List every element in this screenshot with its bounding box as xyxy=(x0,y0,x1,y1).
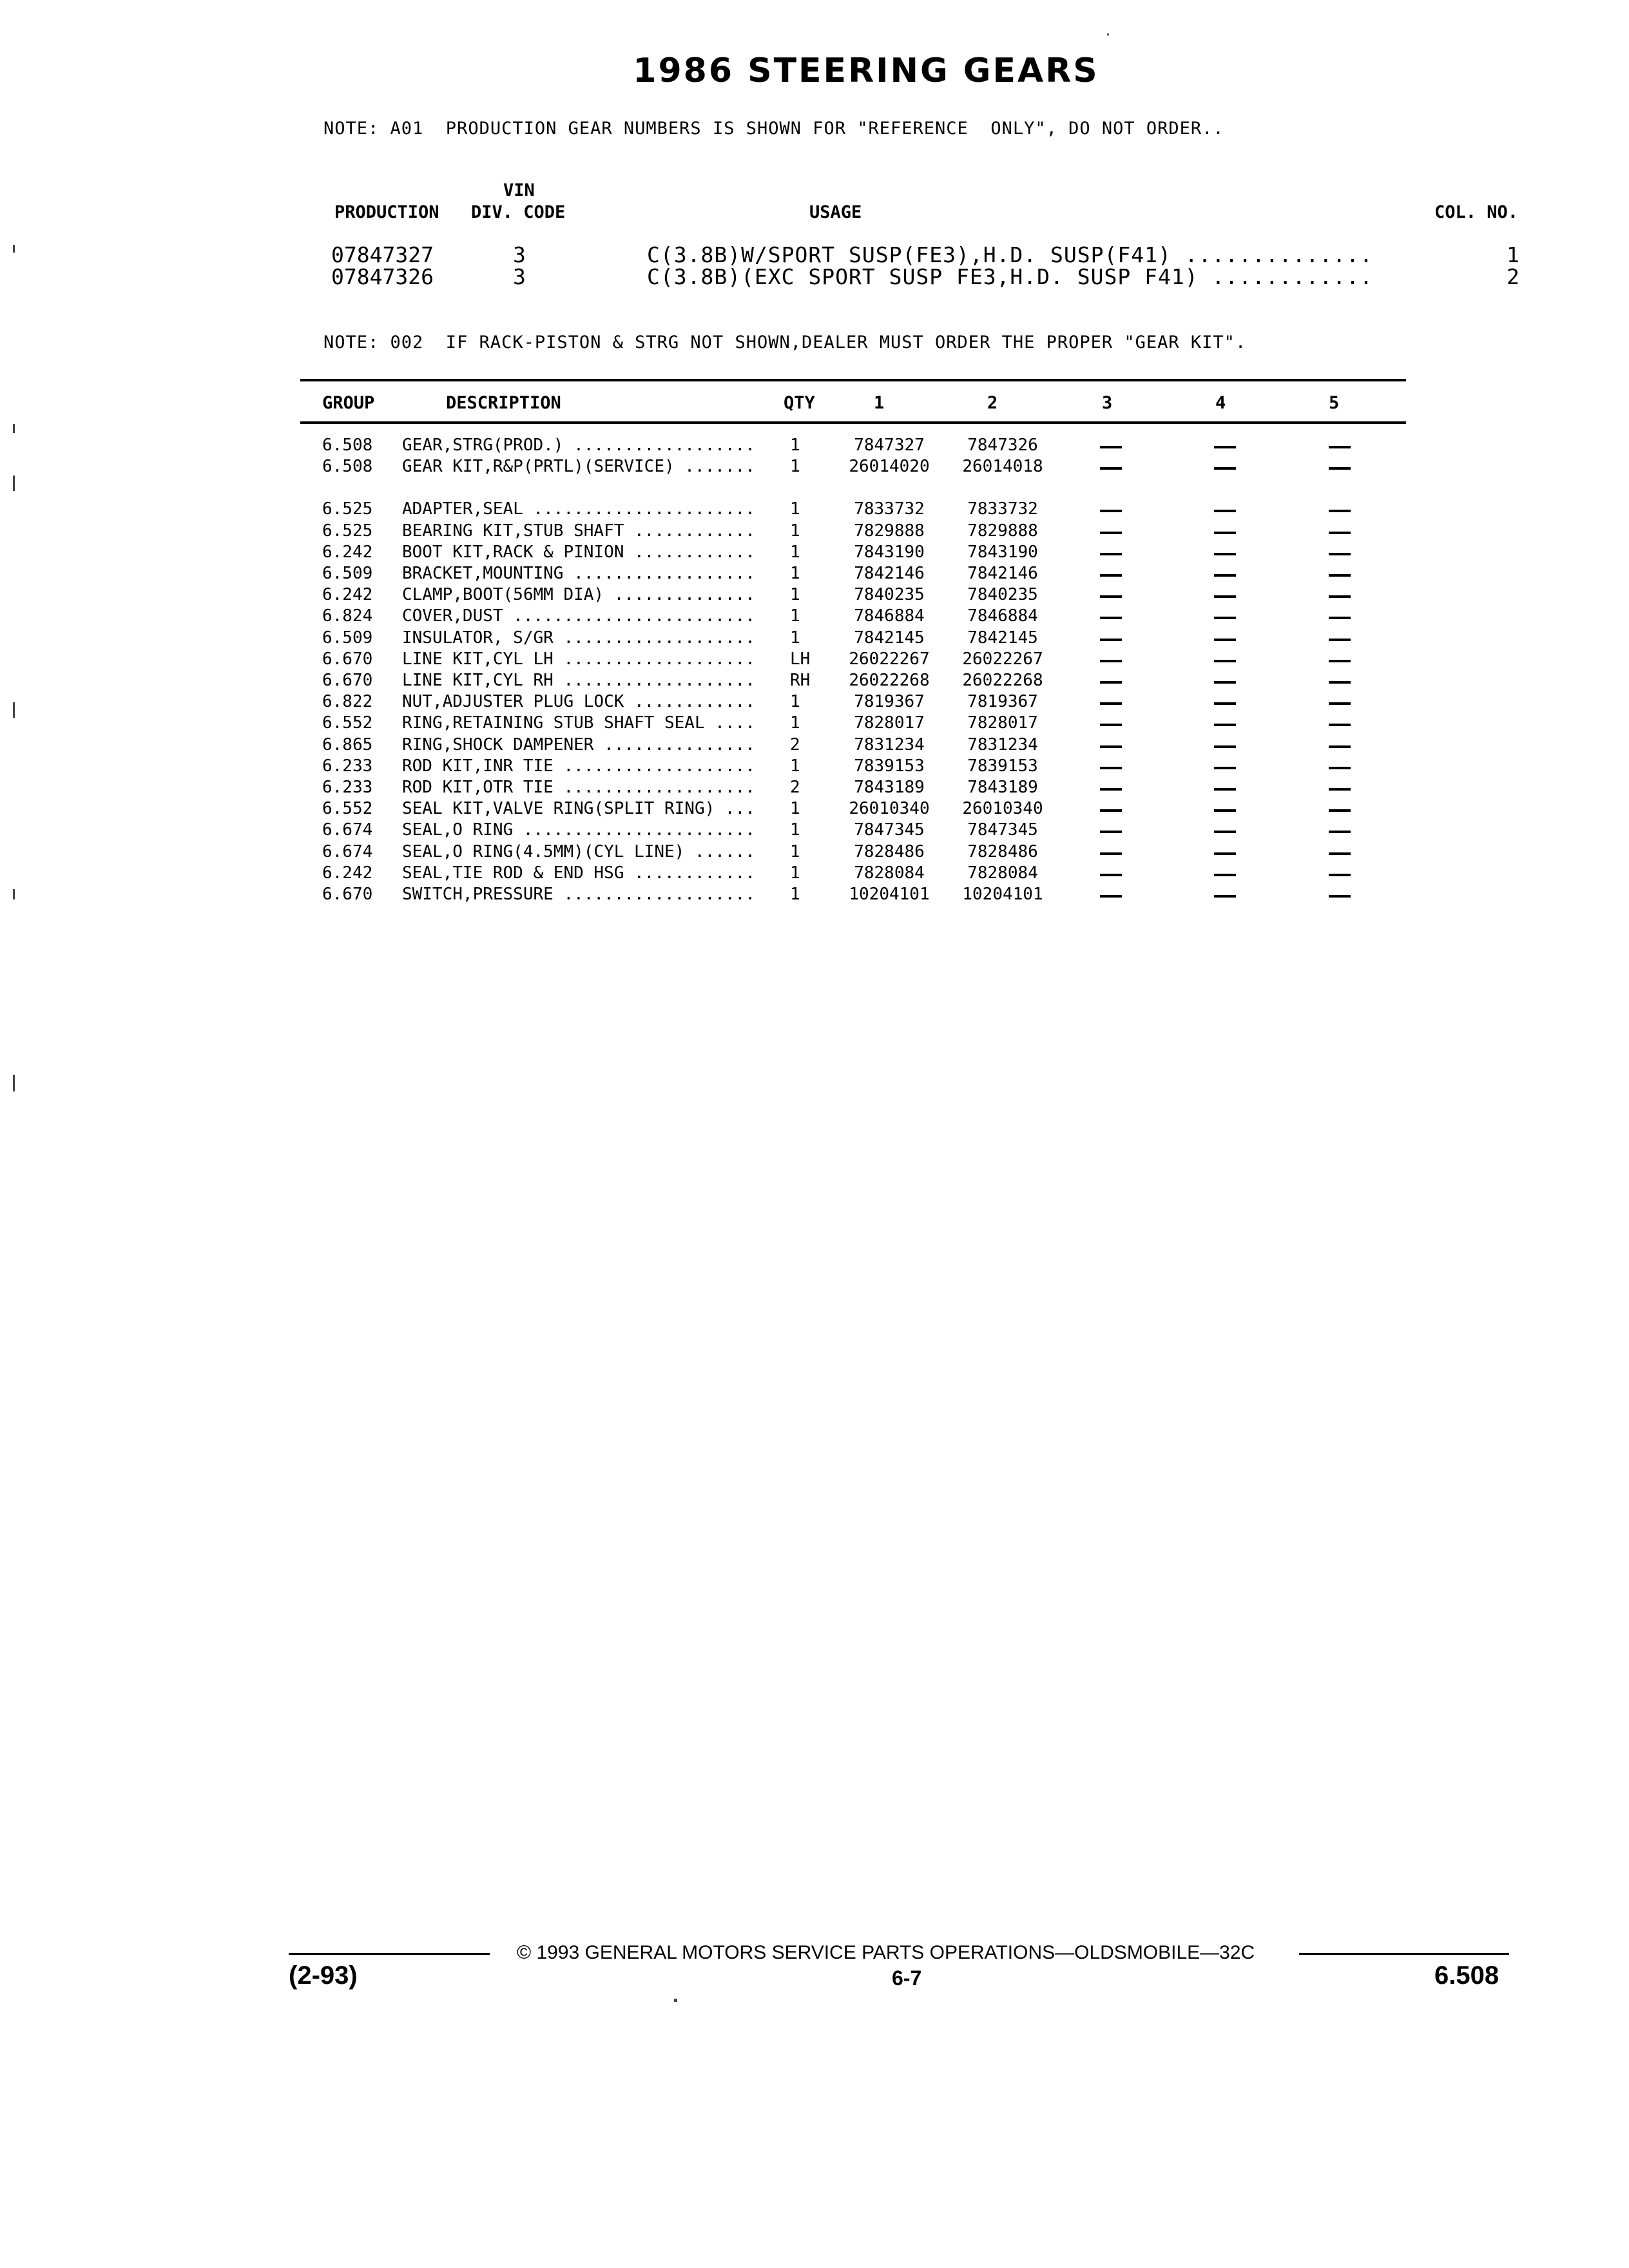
description-cell: GEAR KIT,R&P(PRTL)(SERVICE) ....... xyxy=(402,457,755,476)
qty-cell: 1 xyxy=(790,628,800,648)
table-header-rule xyxy=(300,421,1406,424)
col1-part-number: 26022268 xyxy=(849,671,930,690)
description-cell: SEAL,O RING ....................... xyxy=(402,820,755,840)
col5-not-applicable-dash xyxy=(1329,702,1351,705)
qty-cell: 1 xyxy=(790,457,800,476)
qty-cell: 2 xyxy=(790,735,800,754)
scan-mark xyxy=(1107,34,1109,35)
group-cell: 6.822 xyxy=(322,692,373,711)
description-cell: NUT,ADJUSTER PLUG LOCK ............ xyxy=(402,692,755,711)
col1-part-number: 10204101 xyxy=(849,885,930,904)
col5-not-applicable-dash xyxy=(1329,895,1351,898)
scan-mark xyxy=(13,245,15,253)
col4-not-applicable-dash xyxy=(1214,831,1236,833)
div-code: 3 xyxy=(513,264,526,289)
col2-part-number: 10204101 xyxy=(962,885,1043,904)
table-row xyxy=(0,606,1629,628)
col1-part-number: 7828486 xyxy=(854,842,925,861)
description-cell: ROD KIT,OTR TIE ................... xyxy=(402,778,755,797)
group-cell: 6.509 xyxy=(322,564,373,583)
col1-part-number: 7843190 xyxy=(854,543,925,562)
col3-not-applicable-dash xyxy=(1100,831,1122,833)
col1-part-number: 7828017 xyxy=(854,713,925,733)
col2-part-number: 26022268 xyxy=(962,671,1043,690)
col1-part-number: 7840235 xyxy=(854,585,925,604)
col2-part-number: 7828486 xyxy=(967,842,1038,861)
page-title: 1986 STEERING GEARS xyxy=(633,52,1099,90)
col4-not-applicable-dash xyxy=(1214,510,1236,512)
group-cell: 6.552 xyxy=(322,713,373,733)
col3-not-applicable-dash xyxy=(1100,895,1122,898)
col5-not-applicable-dash xyxy=(1329,532,1351,534)
description-cell: GEAR,STRG(PROD.) .................. xyxy=(402,436,755,455)
qty-cell: 1 xyxy=(790,885,800,904)
table-row xyxy=(0,436,1629,457)
col5-not-applicable-dash xyxy=(1329,809,1351,812)
table-row xyxy=(0,564,1629,585)
footer-rule-left xyxy=(289,1953,490,1955)
footer-page-number: 6-7 xyxy=(892,1966,922,1990)
note-002: NOTE: 002 IF RACK-PISTON & STRG NOT SHOWN,DEALER MUST ORDER THE PROPER "GEAR KIT". xyxy=(323,332,1247,352)
col4-not-applicable-dash xyxy=(1214,681,1236,684)
col2-part-number: 26010340 xyxy=(962,799,1043,818)
col2-part-number: 7829888 xyxy=(967,521,1038,541)
group-cell: 6.552 xyxy=(322,799,373,818)
col1-part-number: 7847345 xyxy=(854,820,925,840)
table-row xyxy=(0,457,1629,478)
col1-part-number: 7829888 xyxy=(854,521,925,541)
group-cell: 6.242 xyxy=(322,863,373,883)
vin-header: VIN xyxy=(503,180,535,200)
qty-cell: 1 xyxy=(790,543,800,562)
col4-not-applicable-dash xyxy=(1214,553,1236,555)
col5-not-applicable-dash xyxy=(1329,574,1351,577)
col4-not-applicable-dash xyxy=(1214,639,1236,641)
group-cell: 6.670 xyxy=(322,649,373,669)
col4-not-applicable-dash xyxy=(1214,895,1236,898)
scan-mark xyxy=(13,424,15,433)
table-row xyxy=(0,820,1629,841)
col1-part-number: 26014020 xyxy=(849,457,930,476)
qty-cell: 1 xyxy=(790,863,800,883)
table-row xyxy=(0,735,1629,756)
col2-part-number: 7819367 xyxy=(967,692,1038,711)
col5-not-applicable-dash xyxy=(1329,831,1351,833)
col1-part-number: 26010340 xyxy=(849,799,930,818)
col2-part-number: 7833732 xyxy=(967,499,1038,519)
col3-not-applicable-dash xyxy=(1100,874,1122,876)
col5-not-applicable-dash xyxy=(1329,724,1351,726)
col2-part-number: 26022267 xyxy=(962,649,1043,669)
table-row xyxy=(0,799,1629,820)
table-top-rule xyxy=(300,379,1406,381)
col2-part-number: 7847345 xyxy=(967,820,1038,840)
table-row xyxy=(0,863,1629,885)
group-cell: 6.674 xyxy=(322,842,373,861)
group-cell: 6.242 xyxy=(322,585,373,604)
qty-cell: 1 xyxy=(790,692,800,711)
table-row xyxy=(0,756,1629,778)
col5-not-applicable-dash xyxy=(1329,446,1351,448)
col3-not-applicable-dash xyxy=(1100,724,1122,726)
col5-not-applicable-dash xyxy=(1329,617,1351,619)
footer-copyright: © 1993 GENERAL MOTORS SERVICE PARTS OPERATIONS—OLDSMOBILE—32C xyxy=(517,1942,1255,1963)
group-header: GROUP xyxy=(322,393,375,413)
col1-part-number: 7843189 xyxy=(854,778,925,797)
col1-part-number: 7828084 xyxy=(854,863,925,883)
qty-cell: 1 xyxy=(790,713,800,733)
col4-header: 4 xyxy=(1215,393,1226,413)
description-cell: BOOT KIT,RACK & PINION ............ xyxy=(402,543,755,562)
col3-not-applicable-dash xyxy=(1100,639,1122,641)
group-cell: 6.525 xyxy=(322,521,373,541)
table-row xyxy=(0,628,1629,649)
col5-not-applicable-dash xyxy=(1329,553,1351,555)
group-cell: 6.670 xyxy=(322,671,373,690)
col4-not-applicable-dash xyxy=(1214,874,1236,876)
description-cell: SEAL,O RING(4.5MM)(CYL LINE) ...... xyxy=(402,842,755,861)
col1-part-number: 26022267 xyxy=(849,649,930,669)
qty-cell: 1 xyxy=(790,799,800,818)
col4-not-applicable-dash xyxy=(1214,767,1236,769)
qty-cell: 2 xyxy=(790,778,800,797)
col2-part-number: 7842146 xyxy=(967,564,1038,583)
col2-part-number: 7842145 xyxy=(967,628,1038,648)
col4-not-applicable-dash xyxy=(1214,532,1236,534)
group-cell: 6.525 xyxy=(322,499,373,519)
description-cell: SEAL,TIE ROD & END HSG ............ xyxy=(402,863,755,883)
table-row xyxy=(0,692,1629,713)
col5-not-applicable-dash xyxy=(1329,660,1351,662)
table-row xyxy=(0,842,1629,863)
col4-not-applicable-dash xyxy=(1214,617,1236,619)
col2-part-number: 7831234 xyxy=(967,735,1038,754)
col3-not-applicable-dash xyxy=(1100,660,1122,662)
qty-cell: 1 xyxy=(790,820,800,840)
description-cell: RING,SHOCK DAMPENER ............... xyxy=(402,735,755,754)
group-cell: 6.508 xyxy=(322,436,373,455)
col3-not-applicable-dash xyxy=(1100,574,1122,577)
col4-not-applicable-dash xyxy=(1214,788,1236,791)
col5-not-applicable-dash xyxy=(1329,639,1351,641)
col1-part-number: 7819367 xyxy=(854,692,925,711)
col4-not-applicable-dash xyxy=(1214,446,1236,448)
description-cell: SWITCH,PRESSURE ................... xyxy=(402,885,755,904)
scan-mark xyxy=(13,702,15,718)
note-a01: NOTE: A01 PRODUCTION GEAR NUMBERS IS SHOWN FOR "REFERENCE ONLY", DO NOT ORDER.. xyxy=(323,119,1224,139)
col5-not-applicable-dash xyxy=(1329,745,1351,748)
col5-not-applicable-dash xyxy=(1329,510,1351,512)
table-row xyxy=(0,543,1629,564)
table-row xyxy=(0,499,1629,521)
usage-text: C(3.8B)(EXC SPORT SUSP FE3,H.D. SUSP F41) ............ xyxy=(647,264,1373,289)
group-cell: 6.242 xyxy=(322,543,373,562)
description-cell: ROD KIT,INR TIE ................... xyxy=(402,756,755,776)
col2-part-number: 7846884 xyxy=(967,606,1038,626)
col1-part-number: 7842146 xyxy=(854,564,925,583)
col2-part-number: 7840235 xyxy=(967,585,1038,604)
description-cell: SEAL KIT,VALVE RING(SPLIT RING) ... xyxy=(402,799,755,818)
col4-not-applicable-dash xyxy=(1214,660,1236,662)
col3-not-applicable-dash xyxy=(1100,767,1122,769)
col5-not-applicable-dash xyxy=(1329,874,1351,876)
col2-header: 2 xyxy=(987,393,998,413)
table-row xyxy=(0,671,1629,692)
col5-not-applicable-dash xyxy=(1329,788,1351,791)
scan-mark xyxy=(13,1075,15,1091)
col3-not-applicable-dash xyxy=(1100,617,1122,619)
col-no-header: COL. NO. xyxy=(1434,202,1519,222)
col3-not-applicable-dash xyxy=(1100,532,1122,534)
col3-not-applicable-dash xyxy=(1100,595,1122,598)
col3-not-applicable-dash xyxy=(1100,852,1122,855)
production-header: PRODUCTION xyxy=(334,202,439,222)
col5-not-applicable-dash xyxy=(1329,467,1351,470)
qty-cell: 1 xyxy=(790,499,800,519)
col4-not-applicable-dash xyxy=(1214,745,1236,748)
description-cell: LINE KIT,CYL LH ................... xyxy=(402,649,755,669)
col3-not-applicable-dash xyxy=(1100,745,1122,748)
qty-cell: 1 xyxy=(790,756,800,776)
col2-part-number: 26014018 xyxy=(962,457,1043,476)
col5-not-applicable-dash xyxy=(1329,767,1351,769)
col2-part-number: 7847326 xyxy=(967,436,1038,455)
col3-not-applicable-dash xyxy=(1100,681,1122,684)
col5-not-applicable-dash xyxy=(1329,595,1351,598)
qty-cell: LH xyxy=(790,649,811,669)
description-cell: RING,RETAINING STUB SHAFT SEAL .... xyxy=(402,713,755,733)
col4-not-applicable-dash xyxy=(1214,574,1236,577)
qty-cell: 1 xyxy=(790,436,800,455)
col5-header: 5 xyxy=(1329,393,1340,413)
col3-not-applicable-dash xyxy=(1100,809,1122,812)
col4-not-applicable-dash xyxy=(1214,595,1236,598)
col2-part-number: 7843190 xyxy=(967,543,1038,562)
col1-part-number: 7847327 xyxy=(854,436,925,455)
description-cell: CLAMP,BOOT(56MM DIA) .............. xyxy=(402,585,755,604)
table-row xyxy=(0,521,1629,543)
description-header: DESCRIPTION xyxy=(446,393,561,413)
description-cell: COVER,DUST ........................ xyxy=(402,606,755,626)
qty-cell: 1 xyxy=(790,606,800,626)
col2-part-number: 7839153 xyxy=(967,756,1038,776)
scan-mark xyxy=(13,889,15,899)
description-cell: ADAPTER,SEAL ...................... xyxy=(402,499,755,519)
description-cell: BRACKET,MOUNTING .................. xyxy=(402,564,755,583)
description-cell: INSULATOR, S/GR ................... xyxy=(402,628,755,648)
col3-header: 3 xyxy=(1102,393,1113,413)
col2-part-number: 7828084 xyxy=(967,863,1038,883)
usage-header: USAGE xyxy=(809,202,862,222)
col4-not-applicable-dash xyxy=(1214,724,1236,726)
col1-header: 1 xyxy=(874,393,885,413)
div-code-header: DIV. CODE xyxy=(471,202,566,222)
table-row xyxy=(0,713,1629,735)
div-code: 3 xyxy=(513,242,526,267)
group-cell: 6.674 xyxy=(322,820,373,840)
table-row xyxy=(0,585,1629,606)
col-number: 1 xyxy=(1507,242,1519,267)
col2-part-number: 7843189 xyxy=(967,778,1038,797)
group-cell: 6.865 xyxy=(322,735,373,754)
qty-cell: RH xyxy=(790,671,811,690)
col2-part-number: 7828017 xyxy=(967,713,1038,733)
col-number: 2 xyxy=(1507,264,1519,289)
footer-rule-right xyxy=(1299,1953,1509,1955)
qty-cell: 1 xyxy=(790,564,800,583)
usage-text: C(3.8B)W/SPORT SUSP(FE3),H.D. SUSP(F41) .............. xyxy=(647,242,1373,267)
scan-mark xyxy=(674,1999,677,2002)
table-row xyxy=(0,778,1629,799)
scan-mark xyxy=(13,476,15,491)
col3-not-applicable-dash xyxy=(1100,467,1122,470)
table-row xyxy=(0,885,1629,906)
col4-not-applicable-dash xyxy=(1214,702,1236,705)
col4-not-applicable-dash xyxy=(1214,467,1236,470)
col3-not-applicable-dash xyxy=(1100,510,1122,512)
col1-part-number: 7846884 xyxy=(854,606,925,626)
group-cell: 6.233 xyxy=(322,756,373,776)
qty-header: QTY xyxy=(784,393,815,413)
qty-cell: 1 xyxy=(790,585,800,604)
col3-not-applicable-dash xyxy=(1100,446,1122,448)
footer-date: (2-93) xyxy=(289,1961,358,1990)
col1-part-number: 7839153 xyxy=(854,756,925,776)
col3-not-applicable-dash xyxy=(1100,553,1122,555)
group-cell: 6.509 xyxy=(322,628,373,648)
group-cell: 6.508 xyxy=(322,457,373,476)
table-row xyxy=(0,649,1629,671)
group-cell: 6.824 xyxy=(322,606,373,626)
col4-not-applicable-dash xyxy=(1214,852,1236,855)
col4-not-applicable-dash xyxy=(1214,809,1236,812)
qty-cell: 1 xyxy=(790,842,800,861)
col5-not-applicable-dash xyxy=(1329,681,1351,684)
production-number: 07847326 xyxy=(331,264,434,289)
col5-not-applicable-dash xyxy=(1329,852,1351,855)
col1-part-number: 7831234 xyxy=(854,735,925,754)
group-cell: 6.670 xyxy=(322,885,373,904)
description-cell: LINE KIT,CYL RH ................... xyxy=(402,671,755,690)
footer-section: 6.508 xyxy=(1434,1961,1499,1990)
col3-not-applicable-dash xyxy=(1100,702,1122,705)
col3-not-applicable-dash xyxy=(1100,788,1122,791)
qty-cell: 1 xyxy=(790,521,800,541)
col1-part-number: 7833732 xyxy=(854,499,925,519)
production-number: 07847327 xyxy=(331,242,434,267)
group-cell: 6.233 xyxy=(322,778,373,797)
description-cell: BEARING KIT,STUB SHAFT ............ xyxy=(402,521,755,541)
col1-part-number: 7842145 xyxy=(854,628,925,648)
